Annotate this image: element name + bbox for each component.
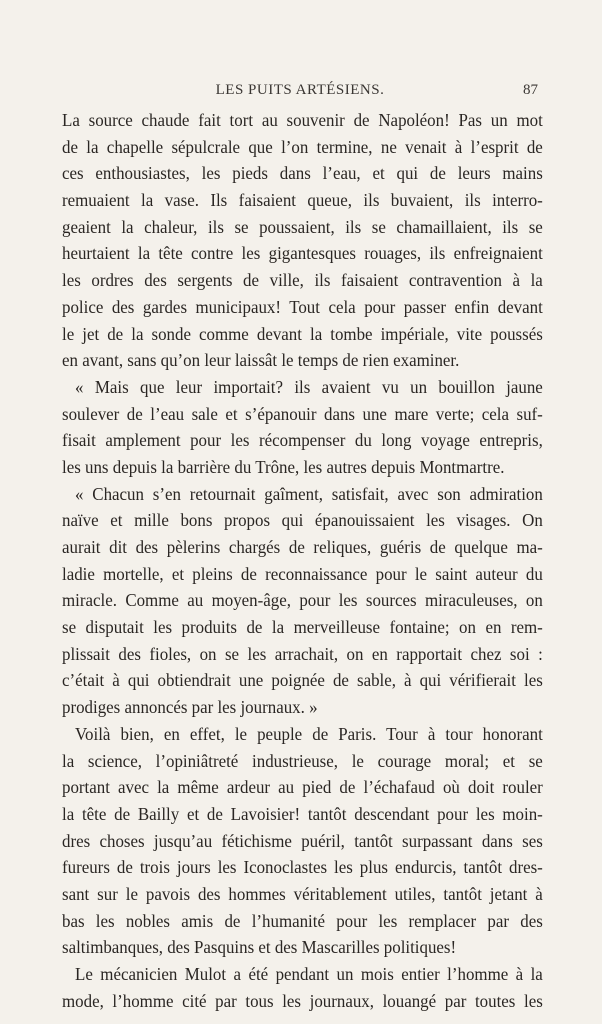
body-text xyxy=(62,107,543,1014)
text-line: la science, l’opiniâtreté industrieuse, le courage moral; et se xyxy=(62,750,543,771)
text-line: remuaient la vase. Ils faisaient queue, ils buvaient, ils interro- xyxy=(62,190,543,211)
text-line: aurait dit des pèlerins chargés de reliques, guéris de quelque ma- xyxy=(62,537,543,557)
text-line: prodiges annoncés par les journaux. » xyxy=(62,697,318,718)
text-line: les ordres des sergents de ville, ils faisaient contravention à la xyxy=(62,270,543,291)
text-line: heurtaient la tête contre les gigantesques rouages, ils enfreignaient xyxy=(62,243,543,264)
page-number: 87 xyxy=(523,82,538,98)
text-line: se disputait les produits de la merveilleuse fontaine; on en rem- xyxy=(62,617,543,638)
text-line: naïve et mille bons propos qui épanouissaient les visages. On xyxy=(62,510,543,531)
text-line: c’était à qui obtiendrait une poignée de sable, à qui vérifierait les xyxy=(62,670,543,691)
text-line: bas les nobles amis de l’humanité pour les remplacer par des xyxy=(62,910,543,931)
text-line: fureurs de trois jours les Iconoclastes les plus endurcis, tantôt dres- xyxy=(62,857,543,878)
text-line: de la chapelle sépulcrale que l’on termine, ne venait à l’esprit de xyxy=(62,136,543,157)
text-line: le jet de la sonde comme devant la tombe impériale, vite poussés xyxy=(62,323,543,344)
text-line: Le mécanicien Mulot a été pendant un mois entier l’homme à la xyxy=(75,964,543,984)
text-line: « Mais que leur importait? ils avaient vu un bouillon jaune xyxy=(75,376,543,397)
text-line: plissait des fioles, on se les arrachait, on en rapportait chez soi : xyxy=(62,643,543,664)
running-title: LES PUITS ARTÉSIENS. xyxy=(215,82,385,98)
text-line: soulever de l’eau sale et s’épanouir dans une mare verte; cela suf- xyxy=(62,403,543,424)
text-line: ces enthousiastes, les pieds dans l’eau, et qui de leurs mains xyxy=(62,163,543,184)
text-line: La source chaude fait tort au souvenir de Napoléon! Pas un mot xyxy=(62,110,543,130)
text-line: mode, l’homme cité par tous les journaux, louangé par toutes les xyxy=(62,990,543,1011)
text-line: police des gardes municipaux! Tout cela pour passer enfin devant xyxy=(62,296,543,317)
text-line: portant avec la même ardeur au pied de l’échafaud où doit rouler xyxy=(62,777,543,798)
running-head xyxy=(60,82,540,104)
text-line: saltimbanques, des Pasquins et des Mascarilles politiques! xyxy=(62,937,457,958)
text-line: en avant, sans qu’on leur laissât le temps de rien examiner. xyxy=(62,350,460,371)
text-line: ladie mortelle, et pleins de reconnaissance pour le saint auteur du xyxy=(62,563,543,584)
text-line: dres choses jusqu’au fétichisme puéril, tantôt surpassant dans ses xyxy=(62,830,543,851)
text-line: geaient la chaleur, ils se poussaient, ils se chamaillaient, ils se xyxy=(62,216,543,237)
text-line: Voilà bien, en effet, le peuple de Paris. Tour à tour honorant xyxy=(75,723,543,744)
text-line: fisait amplement pour les récompenser du long voyage entrepris, xyxy=(62,430,543,451)
text-line: la tête de Bailly et de Lavoisier! tantôt descendant pour les moin- xyxy=(62,803,543,824)
text-line: les uns depuis la barrière du Trône, les autres depuis Montmartre. xyxy=(62,456,505,477)
text-line: « Chacun s’en retournait gaîment, satisfait, avec son admiration xyxy=(75,483,543,504)
text-line: miracle. Comme au moyen-âge, pour les sources miraculeuses, on xyxy=(62,590,543,611)
text-line: sant sur le pavois des hommes véritablement utiles, tantôt jetant à xyxy=(62,883,543,904)
